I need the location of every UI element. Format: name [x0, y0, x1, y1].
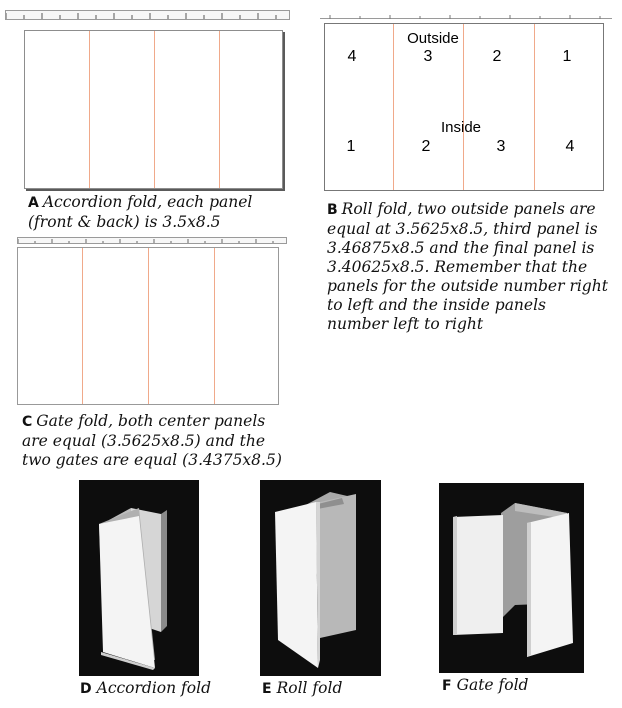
outside-panel-number: 3: [423, 48, 433, 65]
roll-fold-photo: [260, 480, 381, 676]
folded-paper-image: [439, 483, 584, 673]
inside-label: Inside: [440, 119, 482, 136]
fold-line: [219, 31, 220, 188]
outside-panel-number: 2: [492, 48, 502, 65]
ruler-ticks: [320, 13, 612, 19]
fold-line: [89, 31, 90, 188]
fold-line: [534, 24, 535, 190]
caption-letter: D: [80, 681, 92, 697]
caption-a: [28, 193, 278, 232]
ruler-ticks: [18, 238, 286, 243]
fold-line: [154, 31, 155, 188]
fold-line: [463, 24, 464, 190]
caption-c: [22, 412, 282, 470]
outside-label: Outside: [407, 30, 459, 47]
caption-text: Gate fold, both center panels are equal (3.5625x8.5) and the two gates are equal (3.4375x8.5): [22, 412, 282, 469]
caption-text: Accordion fold: [96, 679, 211, 697]
caption-letter: B: [327, 202, 338, 218]
caption-e: [262, 679, 342, 697]
caption-letter: A: [28, 195, 39, 211]
ruler-a: [5, 10, 290, 20]
caption-text: Accordion fold, each panel (front & back) is 3.5x8.5: [28, 193, 253, 231]
fold-line: [82, 248, 83, 404]
caption-d: [80, 679, 211, 697]
inside-panel-number: 4: [565, 138, 575, 155]
folded-paper-image: [260, 480, 381, 676]
fold-line: [214, 248, 215, 404]
fold-line: [148, 248, 149, 404]
outside-panel-number: 4: [347, 48, 357, 65]
caption-text: Roll fold: [276, 679, 343, 697]
roll-fold-layout: [324, 23, 604, 191]
outside-panel-number: 1: [562, 48, 572, 65]
ruler-ticks: [6, 11, 289, 19]
caption-letter: E: [262, 681, 272, 697]
caption-f: [442, 676, 528, 694]
caption-letter: C: [22, 414, 33, 430]
caption-text: Roll fold, two outside panels are equal at 3.5625x8.5, third panel is 3.46875x8.5 and the final panel is 3.40625x8.5. Remember that the panels for the outside number right to left and the inside panels number left to right: [327, 200, 608, 333]
caption-b: [327, 200, 612, 334]
folded-paper-image: [79, 480, 199, 676]
gate-fold-layout: [17, 247, 279, 405]
caption-text: Gate fold: [456, 676, 529, 694]
ruler-b: [320, 13, 612, 19]
inside-panel-number: 1: [346, 138, 356, 155]
gate-fold-photo: [439, 483, 584, 673]
ruler-c: [17, 237, 287, 244]
inside-panel-number: 2: [421, 138, 431, 155]
fold-line: [393, 24, 394, 190]
accordion-fold-layout: [24, 30, 283, 189]
caption-letter: F: [442, 678, 452, 694]
accordion-fold-photo: [79, 480, 199, 676]
inside-panel-number: 3: [496, 138, 506, 155]
